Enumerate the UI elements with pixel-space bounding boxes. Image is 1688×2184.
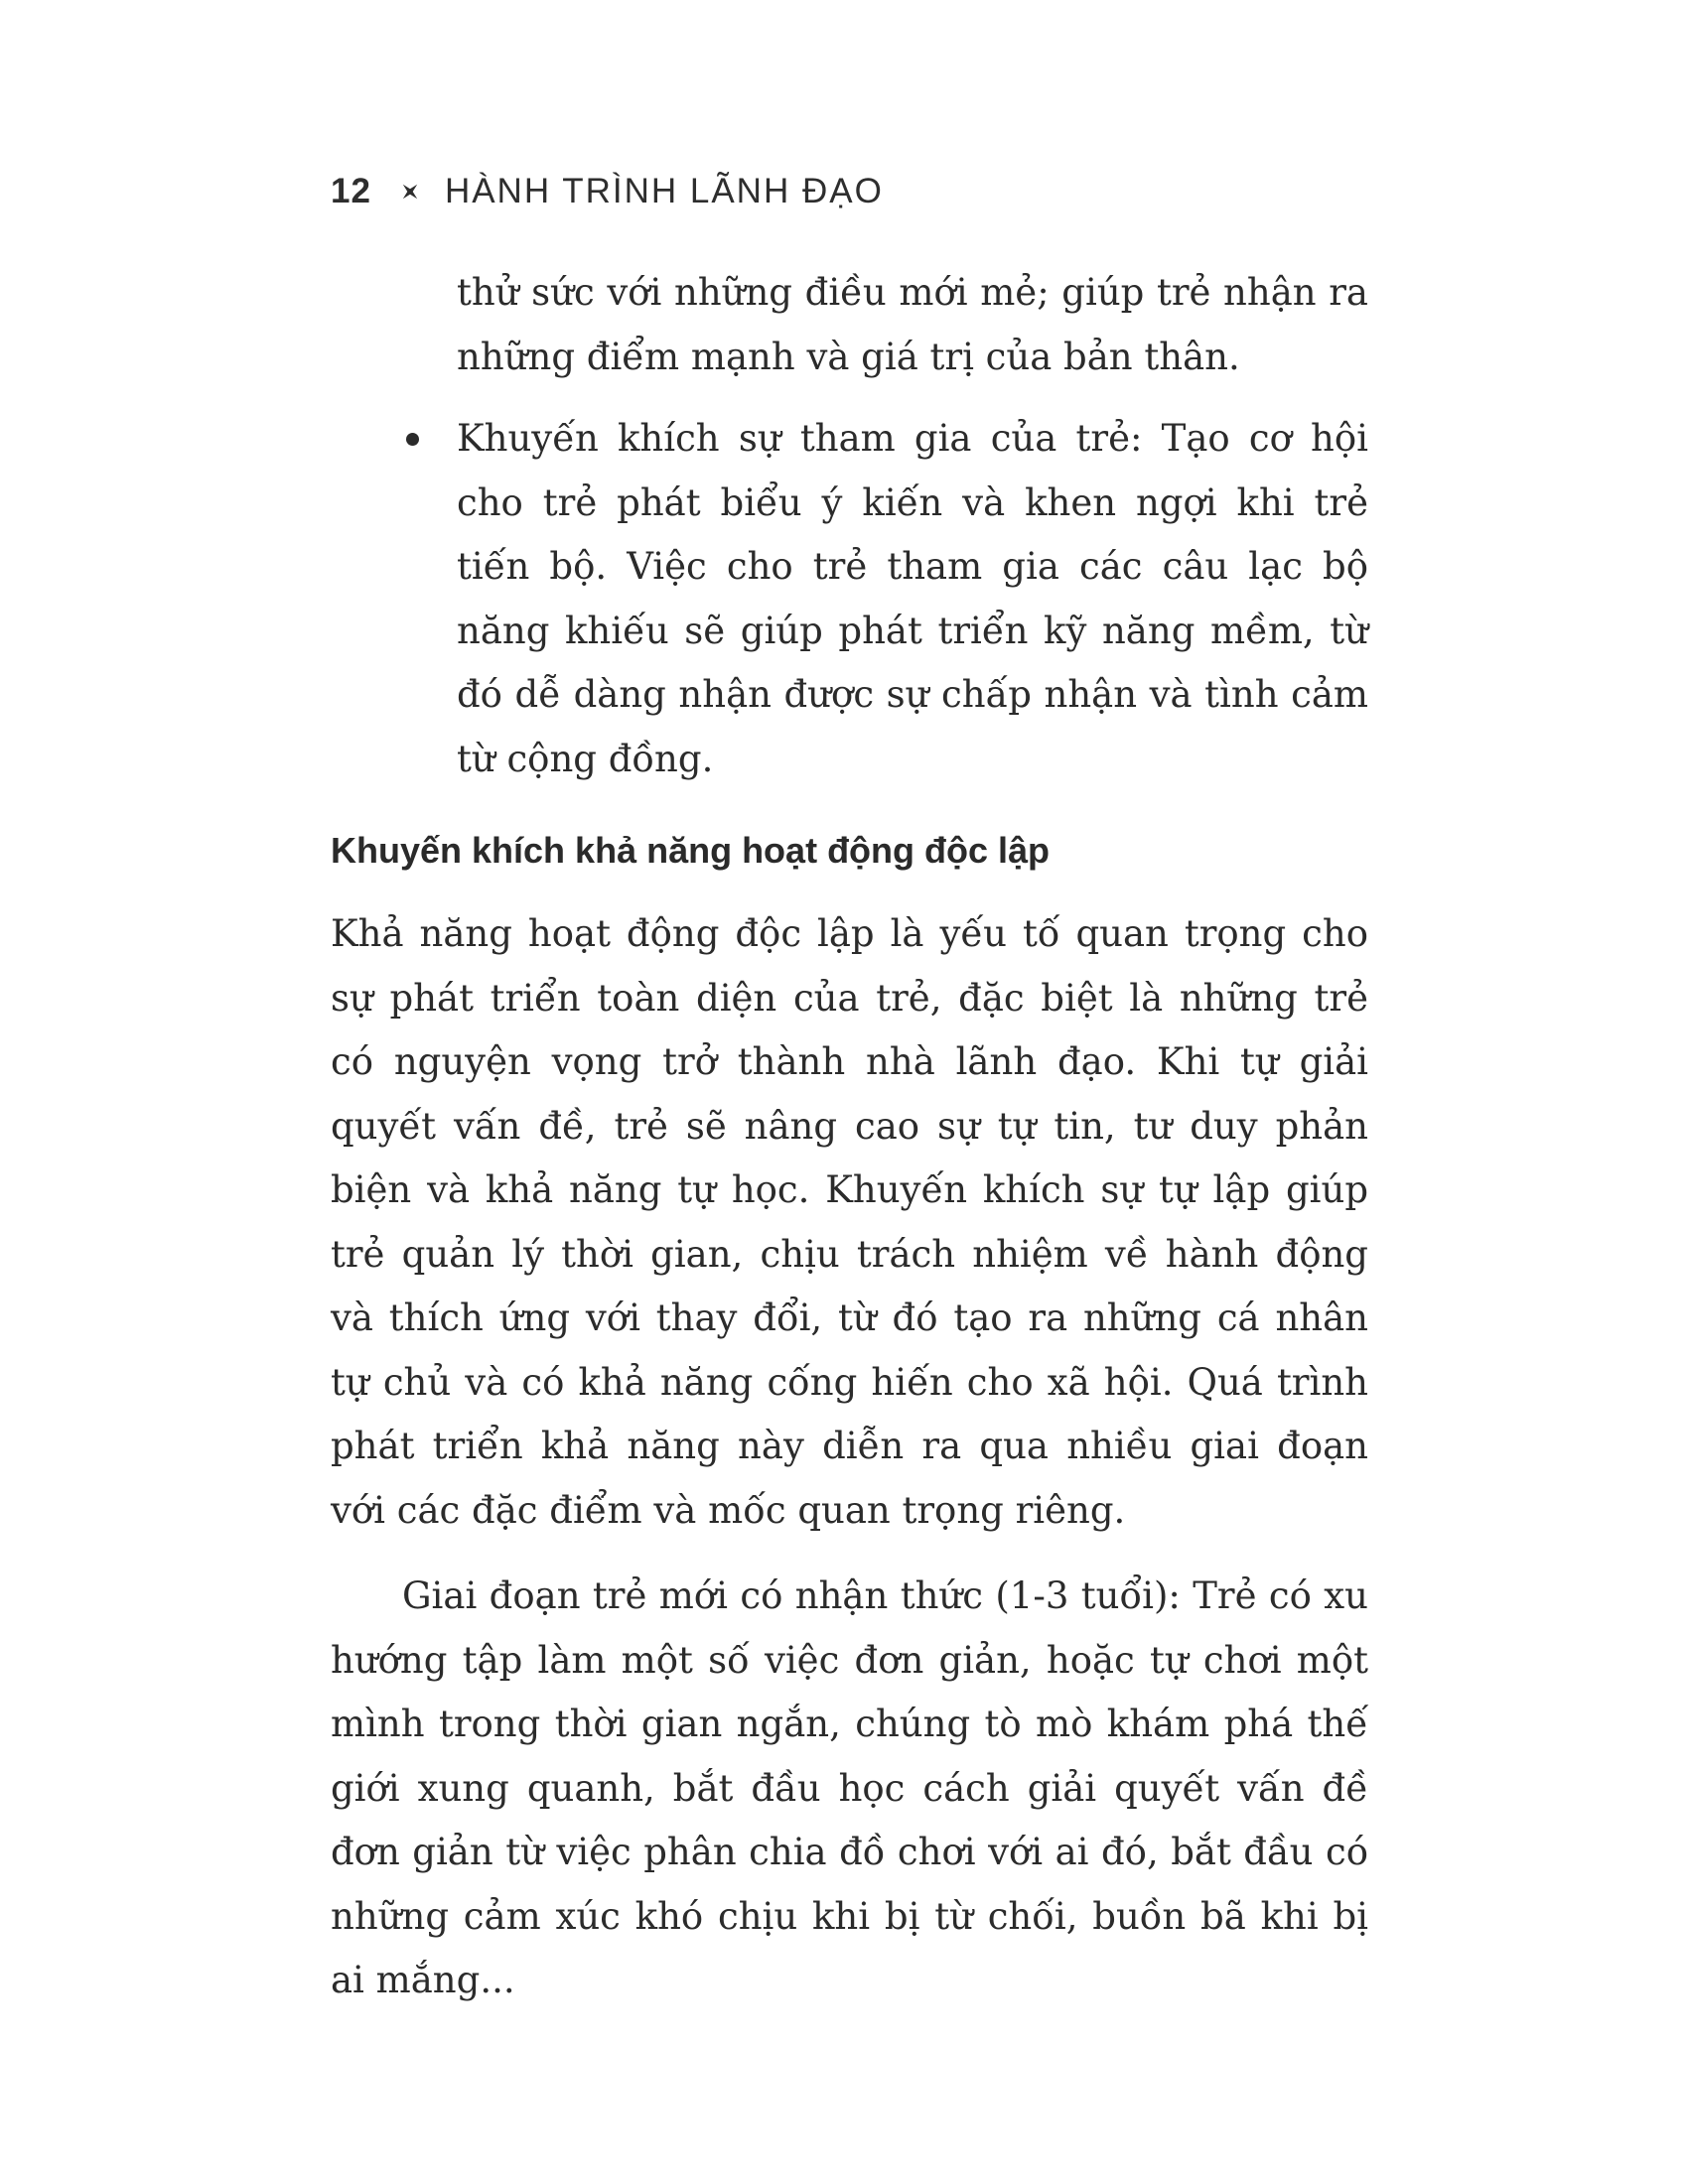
- section-heading: Khuyến khích khả năng hoạt động độc lập: [331, 830, 1051, 871]
- page-body: [331, 261, 1368, 2013]
- bullet-list: [331, 407, 1368, 791]
- star-separator-icon: [401, 183, 419, 201]
- list-item: [331, 407, 1368, 791]
- body-paragraph: Giai đoạn trẻ mới có nhận thức (1-3 tuổi): Trẻ có xu hướng tập làm một số việc đơn giản, hoặc tự chơi một mình trong thời gian ngắn, chúng tò mò khám phá thế giới xung quanh, bắt đầu học cách giải quyết vấn đề đơn giản từ việc phân chia đồ chơi với ai đó, bắt đầu có những cảm xúc khó chịu khi bị từ chối, buồn bã khi bị ai mắng...: [331, 1574, 1368, 2001]
- page-number: 12: [331, 172, 371, 210]
- bullet-text: Khuyến khích sự tham gia của trẻ: Tạo cơ hội cho trẻ phát biểu ý kiến và khen ngợi khi trẻ tiến bộ. Việc cho trẻ tham gia các câu lạc bộ năng khiếu sẽ giúp phát triển kỹ năng mềm, từ đó dễ dàng nhận được sự chấp nhận và tình cảm từ cộng đồng.: [457, 417, 1368, 780]
- body-paragraph: Khả năng hoạt động độc lập là yếu tố quan trọng cho sự phát triển toàn diện của trẻ, đặc biệt là những trẻ có nguyện vọng trở thành nhà lãnh đạo. Khi tự giải quyết vấn đề, trẻ sẽ nâng cao sự tự tin, tư duy phản biện và khả năng tự học. Khuyến khích sự tự lập giúp trẻ quản lý thời gian, chịu trách nhiệm về hành động và thích ứng với thay đổi, từ đó tạo ra những cá nhân tự chủ và có khả năng cống hiến cho xã hội. Quá trình phát triển khả năng này diễn ra qua nhiều giai đoạn với các đặc điểm và mốc quan trọng riêng.: [331, 912, 1368, 1532]
- continued-paragraph: thử sức với những điều mới mẻ; giúp trẻ nhận ra những điểm mạnh và giá trị của bản thân.: [457, 271, 1368, 378]
- running-title: HÀNH TRÌNH LÃNH ĐẠO: [444, 172, 884, 210]
- bullet-icon: [406, 433, 419, 446]
- page-header: [331, 169, 884, 214]
